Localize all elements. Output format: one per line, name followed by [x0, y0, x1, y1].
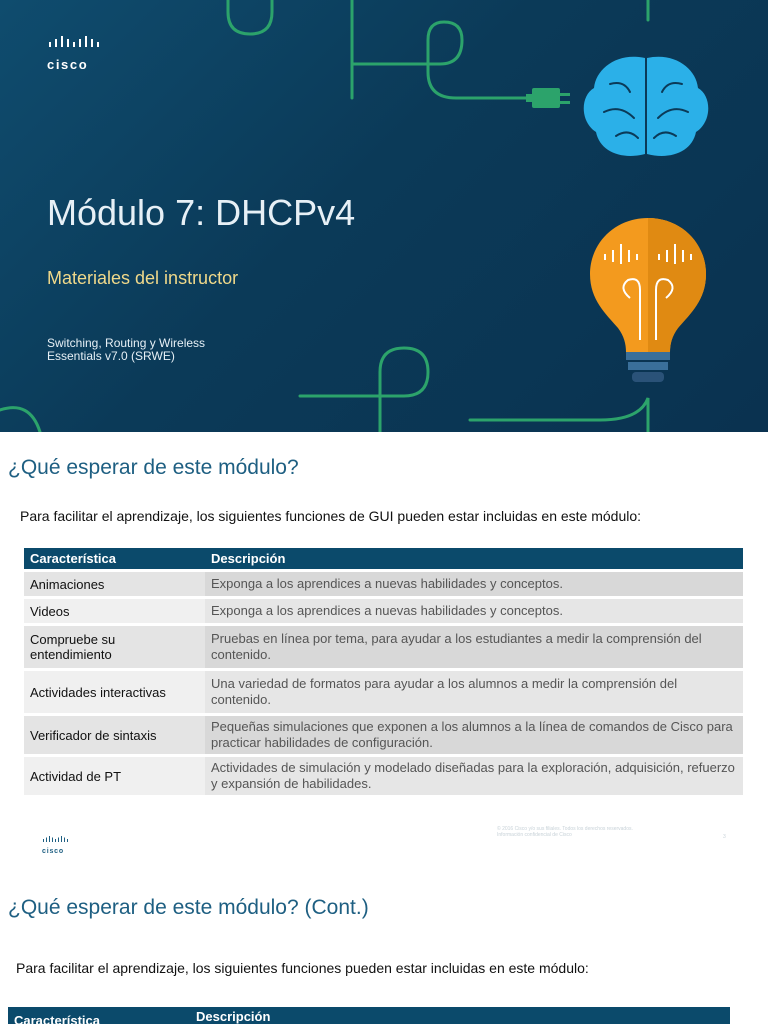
feature-cell: Videos	[24, 599, 205, 623]
cisco-logo	[47, 36, 107, 72]
feature-cell: Compruebe su entendimiento	[24, 626, 205, 668]
table-row	[24, 599, 743, 623]
plug-icon	[526, 88, 570, 108]
description-cell: Pequeñas simulaciones que exponen a los alumnos a la línea de comandos de Cisco para practicar habilidades de configuración.	[205, 716, 743, 754]
table-row	[24, 671, 743, 713]
description-cell: Exponga a los aprendices a nuevas habilidades y conceptos.	[205, 599, 743, 623]
header-description: Descripción	[205, 548, 743, 569]
table-row	[24, 572, 743, 596]
header-feature: Característica	[8, 1007, 190, 1024]
header-description: Descripción	[190, 1007, 730, 1024]
course-name	[47, 337, 205, 363]
table-row	[24, 626, 743, 668]
slide-heading: ¿Qué esperar de este módulo?	[8, 456, 299, 479]
title-slide	[0, 0, 768, 432]
table-row	[24, 757, 743, 795]
brain-icon	[584, 57, 709, 156]
cisco-wordmark: cisco	[42, 848, 64, 855]
copyright-notice	[497, 826, 633, 838]
features-slide	[0, 432, 768, 864]
feature-cell: Animaciones	[24, 572, 205, 596]
header-feature: Característica	[24, 548, 205, 569]
footer-cisco-logo	[42, 830, 72, 855]
page-number: 3	[723, 834, 726, 840]
copyright-line-1: © 2016 Cisco y/o sus filiales. Todos los derechos reservados.	[497, 826, 633, 832]
table-header-row	[8, 1007, 730, 1024]
slide-subtitle: Materiales del instructor	[47, 268, 239, 288]
feature-cell: Verificador de sintaxis	[24, 716, 205, 754]
features-table	[8, 1004, 730, 1024]
cisco-wordmark: cisco	[47, 57, 89, 72]
slide-heading: ¿Qué esperar de este módulo? (Cont.)	[8, 896, 369, 919]
description-cell: Actividades de simulación y modelado diseñadas para la exploración, adquisición, refuerzo y expansión de habilidades.	[205, 757, 743, 795]
slide-title: Módulo 7: DHCPv4	[47, 192, 356, 233]
course-line-2: Essentials v7.0 (SRWE)	[47, 349, 175, 363]
intro-text: Para facilitar el aprendizaje, los siguientes funciones pueden estar incluidas en este módulo:	[16, 960, 589, 976]
cisco-bars-icon	[42, 836, 72, 843]
table-header-row	[24, 548, 743, 569]
cisco-bars-icon	[47, 36, 107, 50]
features-slide-continued	[0, 864, 768, 1024]
description-cell: Pruebas en línea por tema, para ayudar a los estudiantes a medir la comprensión del contenido.	[205, 626, 743, 668]
feature-cell: Actividad de PT	[24, 757, 205, 795]
copyright-line-2: Información confidencial de Cisco	[497, 832, 572, 838]
description-cell: Exponga a los aprendices a nuevas habilidades y conceptos.	[205, 572, 743, 596]
features-table	[24, 545, 743, 798]
course-line-1: Switching, Routing y Wireless	[47, 336, 206, 350]
description-cell: Una variedad de formatos para ayudar a los alumnos a medir la comprensión del contenido.	[205, 671, 743, 713]
feature-cell: Actividades interactivas	[24, 671, 205, 713]
table-row	[24, 716, 743, 754]
lightbulb-icon	[590, 218, 706, 382]
intro-text: Para facilitar el aprendizaje, los siguientes funciones de GUI pueden estar incluidas en este módulo:	[20, 508, 642, 524]
